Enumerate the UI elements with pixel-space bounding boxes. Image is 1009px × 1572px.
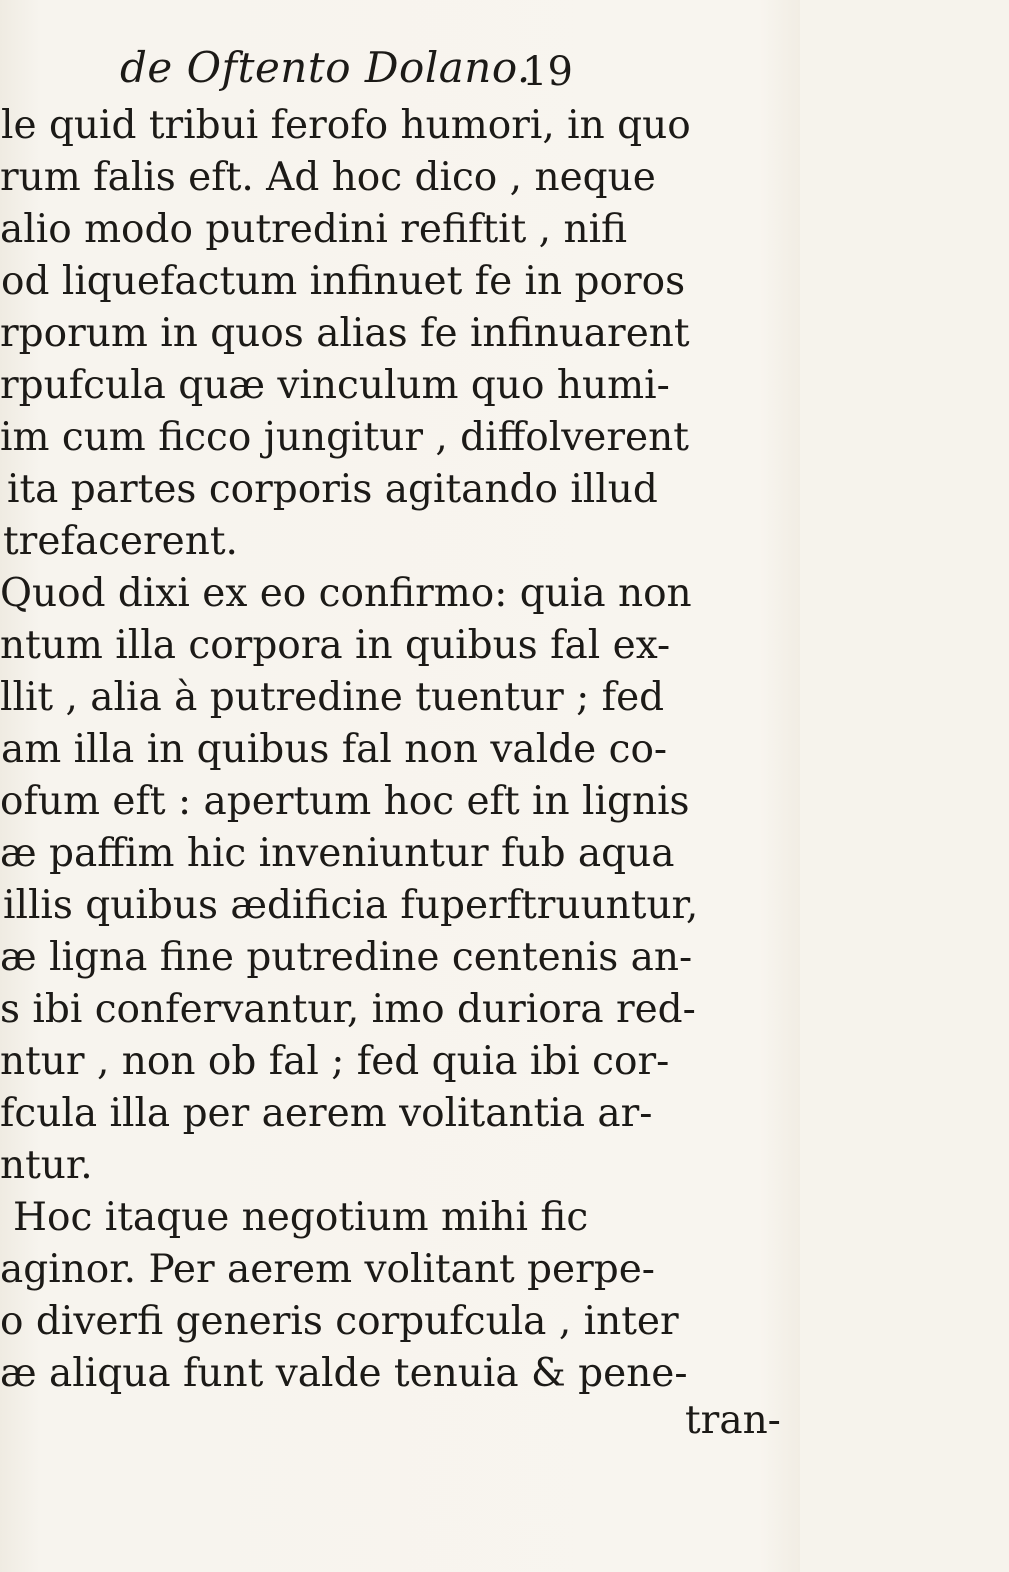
text-line-content: æ ligna fine putredine centenis an- bbox=[0, 935, 693, 980]
text-line bbox=[0, 308, 1001, 360]
text-line bbox=[3, 880, 1009, 932]
text-line bbox=[0, 412, 1000, 464]
text-line bbox=[0, 204, 938, 256]
text-line bbox=[1, 256, 996, 308]
text-line bbox=[0, 620, 981, 672]
text-line bbox=[0, 1244, 966, 1296]
text-line bbox=[0, 568, 1003, 620]
text-line-content: ntur. bbox=[0, 1143, 93, 1188]
text-line-content: trefacerent. bbox=[3, 519, 238, 564]
text-line-content: Quod dixi ex eo confirmo: quia non bbox=[0, 571, 692, 616]
text-line bbox=[0, 1348, 999, 1400]
running-head-title: de Oftento Dolano. bbox=[120, 43, 531, 92]
text-line bbox=[1, 100, 1002, 152]
text-line-content: ofum eft : apertum hoc eft in lignis bbox=[0, 779, 690, 824]
text-line bbox=[0, 984, 1007, 1036]
text-line-content: le quid tribui ferofo humori, in quo bbox=[1, 103, 691, 148]
text-line-content: od liquefactum infinuet fe in poros bbox=[1, 259, 686, 304]
running-head bbox=[0, 38, 800, 98]
text-line-content: Hoc itaque negotium mihi fic bbox=[13, 1195, 589, 1240]
text-line bbox=[0, 932, 1003, 984]
text-line-content: rpufcula quæ vinculum quo humi- bbox=[0, 363, 670, 408]
text-line-content: am illa in quibus fal non valde co- bbox=[1, 727, 668, 772]
text-line-content: illis quibus ædificia fuperftruuntur, bbox=[3, 883, 699, 928]
text-line bbox=[0, 672, 975, 724]
catchword: tran- bbox=[685, 1398, 781, 1443]
text-line-content: æ aliqua funt valde tenuia & pene- bbox=[0, 1351, 688, 1396]
text-line bbox=[0, 360, 981, 412]
text-line bbox=[0, 1140, 404, 1192]
page-number: 19 bbox=[522, 49, 573, 95]
text-line bbox=[13, 1192, 899, 1244]
text-line bbox=[0, 828, 986, 880]
text-line bbox=[3, 516, 549, 568]
text-line bbox=[0, 152, 967, 204]
text-line-content: ntur , non ob fal ; fed quia ibi cor- bbox=[0, 1039, 670, 1084]
text-line-content: rum falis eft. Ad hoc dico , neque bbox=[0, 155, 656, 200]
text-line bbox=[0, 1296, 990, 1348]
text-line-content: o diverfi generis corpufcula , inter bbox=[0, 1299, 679, 1344]
text-line bbox=[1, 724, 978, 776]
text-line-content: ntum illa corpora in quibus fal ex- bbox=[0, 623, 671, 668]
text-line-content: llit , alia à putredine tuentur ; fed bbox=[0, 675, 665, 720]
text-line-content: alio modo putredini refiftit , nifi bbox=[0, 207, 628, 252]
text-line-content: æ paffim hic inveniuntur fub aqua bbox=[0, 831, 675, 876]
body-text bbox=[0, 100, 800, 1570]
text-line-content: aginor. Per aerem volitant perpe- bbox=[0, 1247, 655, 1292]
text-line-content: ita partes corporis agitando illud bbox=[7, 467, 658, 512]
text-line-content: s ibi confervantur, imo duriora red- bbox=[0, 987, 696, 1032]
text-line-content: rporum in quos alias fe infinuarent bbox=[0, 311, 690, 356]
text-line-content: im cum ficco jungitur , diffolverent bbox=[0, 415, 689, 460]
text-line-content: fcula illa per aerem volitantia ar- bbox=[0, 1091, 653, 1136]
text-line bbox=[0, 776, 1001, 828]
text-line bbox=[7, 464, 969, 516]
text-line bbox=[0, 1088, 963, 1140]
text-line bbox=[0, 1036, 980, 1088]
